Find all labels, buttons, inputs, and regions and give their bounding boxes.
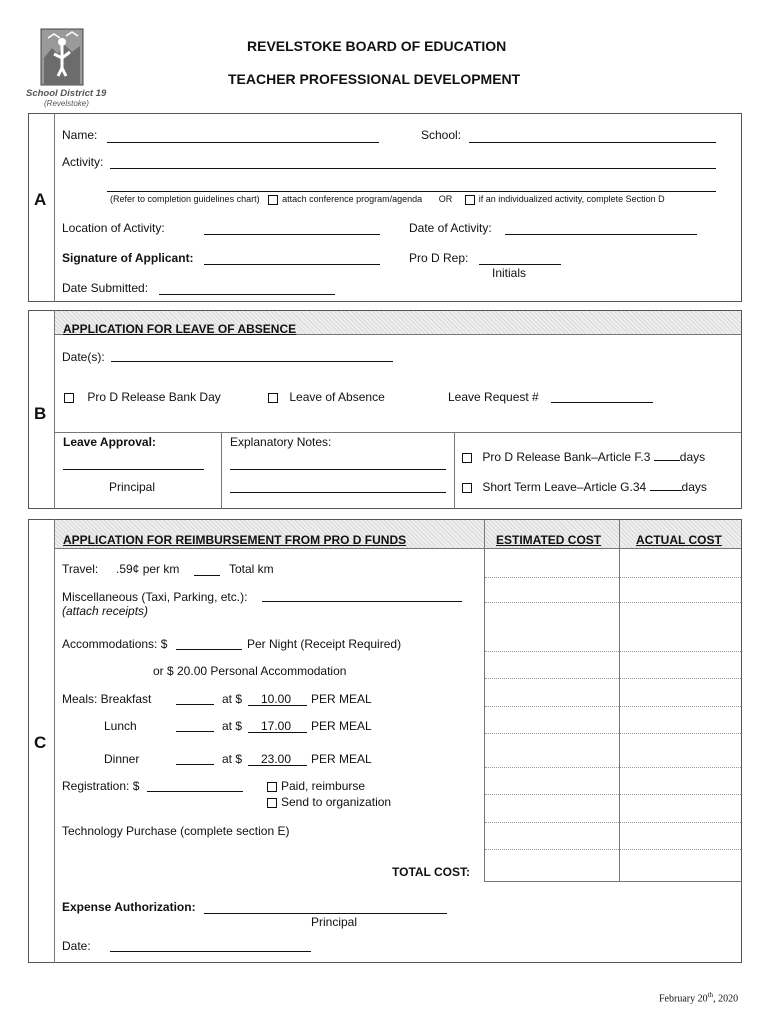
footer-date-sup: th (707, 991, 714, 999)
cost-row-total-top (485, 849, 741, 850)
footer-date-main: February 20 (659, 993, 708, 1005)
section-c-divider (54, 519, 55, 963)
dates-label: Date(s): (62, 350, 105, 364)
date-submitted-field[interactable] (159, 294, 335, 295)
total-km-label: Total km (229, 562, 274, 576)
total-cost-label: TOTAL COST: (392, 865, 470, 879)
date-activity-label: Date of Activity: (409, 221, 492, 235)
activity-label: Activity: (62, 155, 104, 169)
expense-auth-label: Expense Authorization: (62, 900, 196, 914)
registration-label: Registration: $ (62, 779, 140, 793)
cost-row-lunch (485, 733, 741, 734)
district-logo (40, 28, 84, 86)
cost-row-personal (485, 678, 741, 679)
section-b-letter: B (34, 404, 47, 423)
attach-agenda-checkbox[interactable] (268, 195, 278, 205)
section-c-header: APPLICATION FOR REIMBURSEMENT FROM PRO D FUNDS (63, 533, 407, 547)
leave-approval-principal: Principal (109, 480, 156, 494)
explanatory-notes-line1[interactable] (230, 469, 446, 470)
technology-label: Technology Purchase (complete section E) (62, 824, 290, 838)
district-sub: (Revelstoke) (44, 99, 89, 108)
per-night-label: Per Night (Receipt Required) (247, 637, 402, 651)
lunch-count-field[interactable] (176, 731, 214, 732)
breakfast-per-meal: PER MEAL (311, 692, 372, 706)
page-title: REVELSTOKE BOARD OF EDUCATION (247, 38, 507, 54)
school-field[interactable] (469, 142, 716, 143)
auth-date-label: Date: (62, 939, 91, 953)
travel-km-field[interactable] (194, 575, 220, 576)
release-bank-article-option (462, 449, 705, 464)
breakfast-count-field[interactable] (176, 704, 214, 705)
travel-rate: .59¢ per km (116, 562, 180, 576)
release-bank-days-field[interactable] (654, 449, 680, 461)
name-field[interactable] (107, 142, 379, 143)
individualized-label: if an individualized activity, complete Section D (478, 194, 665, 204)
section-b-col1 (221, 432, 222, 509)
section-c-letter: C (34, 733, 47, 752)
dates-field[interactable] (111, 361, 393, 362)
name-label: Name: (62, 128, 98, 142)
dinner-count-field[interactable] (176, 764, 214, 765)
dinner-at: at $ (222, 752, 243, 766)
cost-row-accom (485, 651, 741, 652)
short-term-days-field[interactable] (650, 479, 682, 491)
cost-bottom (484, 881, 742, 882)
breakfast-label: Meals: Breakfast (62, 692, 152, 706)
actual-cost-header: ACTUAL COST (636, 533, 722, 547)
lunch-rate: 17.00 (261, 719, 292, 733)
lunch-rate-line (248, 732, 307, 733)
section-a-letter: A (34, 190, 47, 209)
expense-auth-field[interactable] (204, 913, 447, 914)
location-label: Location of Activity: (62, 221, 165, 235)
footer-date-year: , 2020 (713, 993, 739, 1005)
leave-absence-label: Leave of Absence (289, 390, 385, 404)
paid-reimburse-checkbox[interactable] (267, 782, 277, 792)
release-bank-label: Pro D Release Bank Day (87, 390, 221, 404)
cost-col-left (484, 520, 485, 881)
attach-agenda-label: attach conference program/agenda (282, 194, 423, 204)
leave-request-field[interactable] (551, 402, 653, 403)
date-submitted-label: Date Submitted: (62, 281, 149, 295)
short-term-days-label: days (681, 480, 707, 494)
district-name: School District 19 (26, 88, 107, 99)
section-c-box (28, 519, 742, 963)
cost-row-travel (485, 577, 741, 578)
send-org-label: Send to organization (281, 795, 392, 809)
activity-field[interactable] (110, 168, 716, 169)
release-bank-checkbox[interactable] (64, 393, 74, 403)
leave-absence-option (268, 390, 385, 404)
dinner-per-meal: PER MEAL (311, 752, 372, 766)
cost-row-misc (485, 602, 741, 603)
dinner-rate-line (248, 765, 307, 766)
or-label: OR (438, 194, 453, 204)
footer-date (659, 991, 738, 1004)
explanatory-notes-label: Explanatory Notes: (230, 435, 332, 449)
section-b-inner-line (55, 432, 741, 433)
expense-auth-principal: Principal (311, 915, 358, 929)
guidelines-note-text: (Refer to completion guidelines chart) (110, 194, 260, 204)
school-label: School: (421, 128, 462, 142)
leave-absence-checkbox[interactable] (268, 393, 278, 403)
signature-field[interactable] (204, 264, 380, 265)
dinner-rate: 23.00 (261, 752, 292, 766)
accommodations-field[interactable] (176, 649, 242, 650)
breakfast-rate-line (248, 705, 307, 706)
date-activity-field[interactable] (505, 234, 697, 235)
send-org-checkbox[interactable] (267, 798, 277, 808)
prod-rep-field[interactable] (479, 264, 561, 265)
short-term-article-option (462, 479, 707, 494)
short-term-article-label: Short Term Leave–Article G.34 (482, 480, 647, 494)
cost-col-mid (619, 520, 620, 881)
auth-date-field[interactable] (110, 951, 311, 952)
registration-field[interactable] (147, 791, 243, 792)
leave-request-label: Leave Request # (448, 390, 539, 404)
release-bank-article-checkbox[interactable] (462, 453, 472, 463)
section-b-header: APPLICATION FOR LEAVE OF ABSENCE (63, 322, 297, 336)
section-b-col2 (454, 432, 455, 509)
district-logo-icon (40, 28, 84, 86)
personal-accommodation: or $ 20.00 Personal Accommodation (153, 664, 347, 678)
travel-label: Travel: (62, 562, 99, 576)
initials-label: Initials (492, 266, 527, 280)
lunch-per-meal: PER MEAL (311, 719, 372, 733)
cost-row-registration (485, 794, 741, 795)
lunch-at: at $ (222, 719, 243, 733)
explanatory-notes-line2[interactable] (230, 492, 446, 493)
signature-label: Signature of Applicant: (62, 251, 194, 265)
attach-receipts-note: (attach receipts) (62, 604, 149, 618)
paid-reimburse-label: Paid, reimburse (281, 779, 366, 793)
leave-approval-field[interactable] (63, 469, 204, 470)
misc-field[interactable] (262, 601, 462, 602)
page-subtitle: TEACHER PROFESSIONAL DEVELOPMENT (228, 71, 521, 87)
guidelines-note (110, 194, 665, 205)
activity-field-line2[interactable] (107, 191, 716, 192)
estimated-cost-header: ESTIMATED COST (496, 533, 602, 547)
paid-reimburse-option (267, 779, 365, 793)
dinner-label: Dinner (104, 752, 140, 766)
section-b-divider (54, 310, 55, 509)
accommodations-label: Accommodations: $ (62, 637, 168, 651)
breakfast-rate: 10.00 (261, 692, 292, 706)
location-field[interactable] (204, 234, 380, 235)
leave-approval-label: Leave Approval: (63, 435, 156, 449)
lunch-label: Lunch (104, 719, 137, 733)
send-org-option (267, 795, 391, 809)
short-term-checkbox[interactable] (462, 483, 472, 493)
cost-row-breakfast (485, 706, 741, 707)
release-bank-option (64, 390, 221, 404)
release-bank-days-label: days (679, 450, 706, 464)
breakfast-at: at $ (222, 692, 243, 706)
prod-rep-label: Pro D Rep: (409, 251, 469, 265)
section-a-divider (54, 113, 55, 302)
release-bank-article-label: Pro D Release Bank–Article F.3 (482, 450, 651, 464)
individualized-checkbox[interactable] (465, 195, 475, 205)
cost-row-tech (485, 822, 741, 823)
misc-label: Miscellaneous (Taxi, Parking, etc.): (62, 590, 248, 604)
cost-row-dinner (485, 767, 741, 768)
